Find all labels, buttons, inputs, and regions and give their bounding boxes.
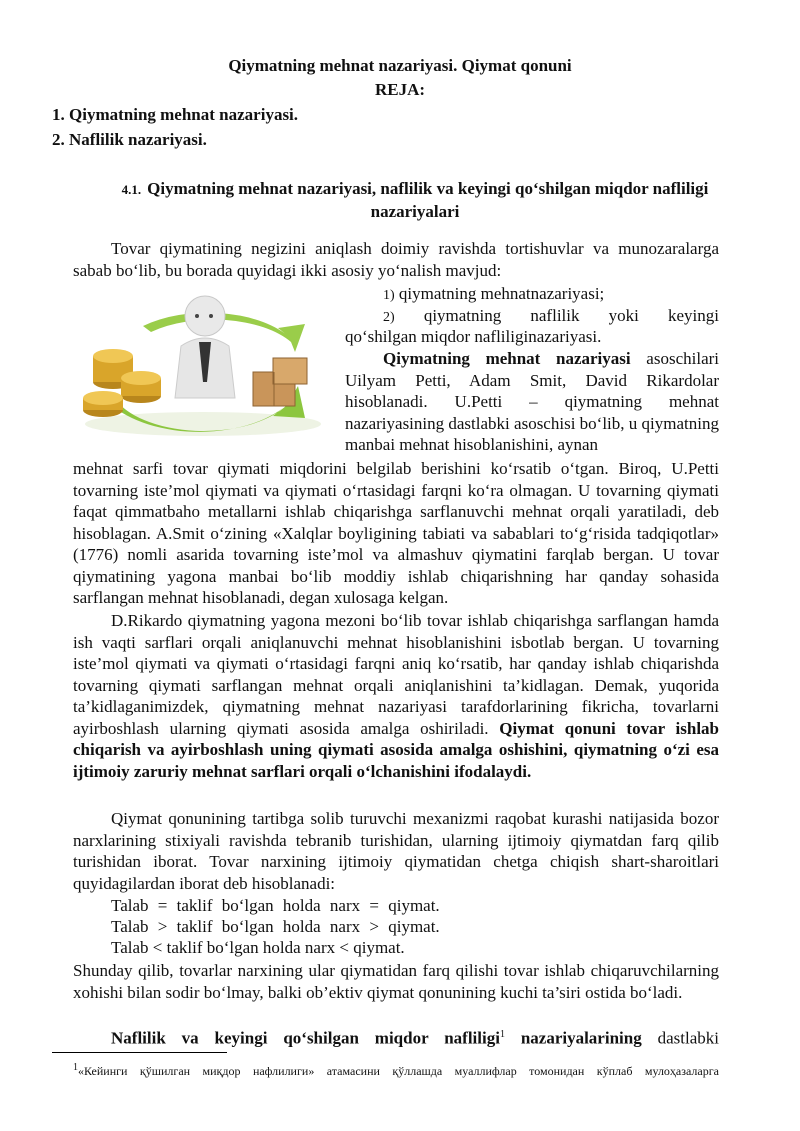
labor-theory-text: asoschilari Uilyam Petti, Adam Smit, David Rikardolar hisoblanadi. U.Petti – qiymatning mehnat nazariyasining dastlabki asoschisi bo‘lib, u qiymatning manbai mehnat hisoblanishini, aynan (345, 349, 719, 454)
plan-title: REJA: (374, 80, 426, 99)
footnote-number: 1 (73, 1062, 78, 1073)
labor-theory-paragraph (345, 348, 719, 456)
utility-theory-paragraph (73, 1024, 719, 1049)
plan-item: 1. Qiymatning mehnat nazariyasi. (52, 105, 299, 124)
list-text: qiymatning naflilik yoki keyingi (423, 306, 719, 325)
price-rule: Talab > taklif bo‘lgan holda narx > qiymat. (111, 917, 440, 936)
utility-theory-bold-2: nazariyalarining (504, 1028, 642, 1048)
labor-theory-bold: Qiymatning mehnat nazariyasi (383, 349, 631, 368)
person-with-coins-illustration (73, 286, 333, 442)
section-title: Qiymatning mehnat nazariyasi, naflilik va keyingi qo‘shilgan miqdor nafliligi nazariyalari (147, 179, 709, 221)
price-rule: Talab < taklif bo‘lgan holda narx < qiymat. (111, 938, 405, 957)
price-rule: Talab = taklif bo‘lgan holda narx = qiymat. (111, 896, 440, 915)
ricardo-text: D.Rikardo qiymatning yagona mezoni bo‘lib tovar ishlab chiqarishga sarflangan hamda ish vaqti sarflari orqali aniqlanuvchi mehnat hisoblanishini isbotlab bergan. U tovarning iste’mol qiymati va qiymati o‘rtasidagi farqni aniq ko‘rsatib, har qanday ishlab chiqarishda tovarning qiymati sarflangan mehnat orqali aniqlanishini ta’kidlagan. Demak, yuqorida ta’kidlaganimizdek, qiymatning mehnat nazariyasi tarafdorlarining fikricha, tovarlarni ayirboshlash ularning qiymati asosida amalga oshiriladi. (73, 611, 719, 738)
list-text: qiymatning mehnatnazariyasi; (398, 284, 605, 303)
section-number: 4.1. (121, 182, 142, 197)
labor-theory-continuation: mehnat sarfi tovar qiymati miqdorini belgilab berishini ko‘rsatib o‘tgan. Biroq, U.Petti tovarning iste’mol qiymati va qiymati o‘rtasidagi farqni ko‘ra olmagan. U tovarning qiymati faqat qimmatbaho metallarni ishlab chiqarishga sarflanuvchi mehnat orqali yaratiladi, deb hisoblagan. A.Smit o‘zining «Xalqlar boyligining tabiati va sabablari to‘g‘risida tadqiqotlar» (1776) nomli asarida tovarning iste’mol va almashuv qiymatini farqlab bergan. U tovar qiymatining yagona manbai bo‘lib moddiy ishlab chiqarishning har qanday sohasida sarflangan mehnat hisoblanadi, degan xulosaga kelgan. (73, 459, 719, 607)
footnote-ref[interactable]: 1 (499, 1029, 505, 1040)
utility-theory-text: dastlabki (641, 1028, 719, 1048)
coin-stack-icon (83, 349, 161, 417)
footnote (73, 1060, 719, 1079)
section-heading (110, 178, 720, 223)
value-law-mechanism-paragraph: Qiymat qonunining tartibga solib turuvchi mexanizmi raqobat kurashi natijasida bozor narxlarining stixiyali ravishda tebranib turishidan, ularning ijtimoiy qiymatdan farq qilib turishidan iborat. Tovar narxining ijtimoiy qiymatidan chetga chiqish shart-sharoitlari quyidagilardan iborat deb hisoblanadi: (73, 809, 719, 893)
list-item (345, 283, 719, 307)
intro-paragraph: Tovar qiymatining negizini aniqlash doimiy ravishda tortishuvlar va munozaralarga sabab bo‘lib, bu borada quyidagi ikki asosiy yo‘nalish mavjud: (73, 239, 719, 280)
value-law-definition: Qiymat qonuni tovar ishlab chiqarish va ayirboshlash uning qiymati asosida amalga oshishini, qiymatning o‘zi esa ijtimoiy zaruriy mehnat sarflari orqali o‘lchanishini ifodalaydi. (73, 718, 719, 781)
list-number: 1) (383, 288, 395, 303)
footnote-text: «Кейинги қўшилган миқдор нафлилиги» атамасини қўллашда муаллифлар томонидан кўплаб мулоҳазаларга (78, 1064, 719, 1078)
list-item-continuation: qo‘shilgan miqdor nafliliginazariyasi. (345, 327, 602, 346)
list-number: 2) (383, 310, 395, 325)
person-icon (175, 296, 235, 398)
list-item (345, 305, 719, 329)
document-title: Qiymatning mehnat nazariyasi. Qiymat qonuni (228, 56, 572, 75)
plan-item: 2. Naflilik nazariyasi. (52, 130, 207, 149)
utility-theory-bold: Naflilik va keyingi qo‘shilgan miqdor nafliligi (111, 1028, 500, 1048)
conclusion-paragraph: Shunday qilib, tovarlar narxining ular qiymatidan farq qilishi tovar ishlab chiqaruvchilarning xohishi bilan sodir bo‘lmay, balki ob’ektiv qiymat qonunining kuchi ta’siri ostida bo‘ladi. (73, 961, 719, 1002)
ricardo-paragraph (73, 610, 719, 782)
footnote-divider (52, 1052, 227, 1053)
